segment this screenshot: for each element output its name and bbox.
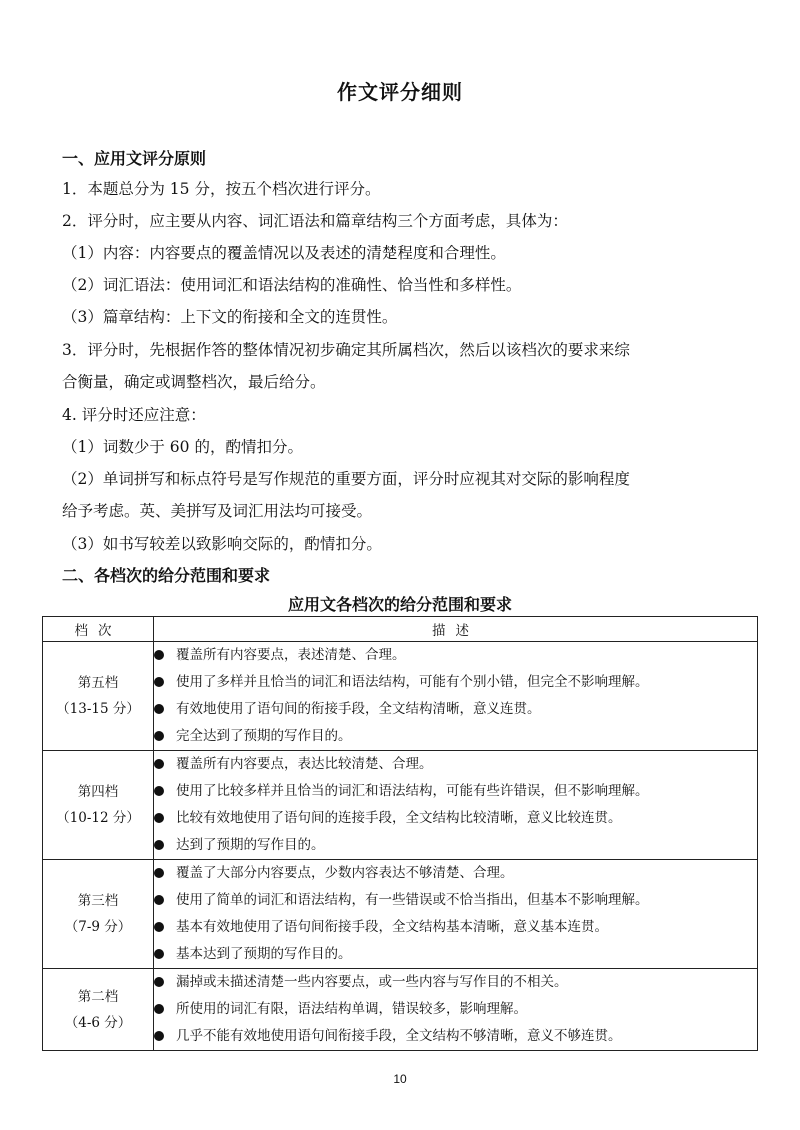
level-range: （7-9 分） — [64, 919, 132, 935]
document-title: 作文评分细则 — [337, 80, 463, 104]
bullet-dot-icon — [154, 895, 164, 905]
bullet-dot-icon — [154, 840, 164, 850]
level-range: （4-6 分） — [64, 1014, 132, 1031]
level-name: 第二档 — [77, 988, 119, 1005]
header-level: 档次 — [43, 617, 154, 642]
principle-line: （3）如书写较差以致影响交际的，酌情扣分。 — [62, 535, 382, 553]
level-cell — [43, 642, 154, 751]
principle-line: （2）单词拼写和标点符号是写作规范的重要方面，评分时应视其对交际的影响程度 — [62, 470, 630, 488]
bullet-dot-icon — [154, 813, 164, 823]
bullet-dot-icon — [154, 704, 164, 714]
description-cell — [154, 860, 758, 969]
criterion-item: 覆盖所有内容要点，表达比较清楚、合理。 — [154, 751, 757, 778]
criterion-item: 使用了多样并且恰当的词汇和语法结构，可能有个别小错，但完全不影响理解。 — [154, 669, 757, 696]
principle-line: 4. 评分时还应注意： — [62, 406, 206, 424]
level-name: 第四档 — [77, 784, 119, 800]
principle-line: 1．本题总分为 15 分，按五个档次进行评分。 — [62, 180, 381, 198]
criterion-item: 基本有效地使用了语句间衔接手段，全文结构基本清晰，意义基本连贯。 — [154, 914, 757, 941]
criterion-item: 有效地使用了语句间的衔接手段，全文结构清晰，意义连贯。 — [154, 696, 757, 723]
table-row — [43, 751, 758, 860]
criterion-item: 完全达到了预期的写作目的。 — [154, 723, 757, 750]
bullet-dot-icon — [154, 677, 164, 687]
table-caption: 应用文各档次的给分范围和要求 — [287, 595, 512, 614]
criterion-item: 覆盖了大部分内容要点，少数内容表达不够清楚、合理。 — [154, 860, 757, 887]
table-header-row — [43, 617, 758, 642]
principle-line: 合衡量，确定或调整档次，最后给分。 — [62, 373, 326, 391]
section-heading-principles: 一、应用文评分原则 — [62, 149, 207, 168]
bullet-dot-icon — [154, 977, 164, 987]
description-cell — [154, 969, 758, 1051]
level-range: （10-12 分） — [56, 810, 140, 826]
level-range: （13-15 分） — [56, 701, 140, 717]
bullet-dot-icon — [154, 868, 164, 878]
criterion-item: 所使用的词汇有限，语法结构单调，错误较多，影响理解。 — [154, 996, 757, 1023]
table-row — [43, 860, 758, 969]
description-cell — [154, 751, 758, 860]
bullet-dot-icon — [154, 759, 164, 769]
bullet-dot-icon — [154, 1004, 164, 1014]
bullet-dot-icon — [154, 786, 164, 796]
principle-line: （1）内容：内容要点的覆盖情况以及表述的清楚程度和合理性。 — [62, 244, 506, 262]
criterion-item: 覆盖所有内容要点，表述清楚、合理。 — [154, 642, 757, 669]
page-number: 10 — [393, 1072, 407, 1086]
principle-line: （2）词汇语法：使用词汇和语法结构的准确性、恰当性和多样性。 — [62, 276, 522, 294]
section-heading-grade-ranges: 二、各档次的给分范围和要求 — [62, 566, 271, 585]
principle-line: 给予考虑。英、美拼写及词汇用法均可接受。 — [62, 502, 373, 520]
criterion-item: 基本达到了预期的写作目的。 — [154, 941, 757, 968]
criterion-item: 漏掉或未描述清楚一些内容要点，或一些内容与写作目的不相关。 — [154, 969, 757, 996]
criterion-item: 比较有效地使用了语句间的连接手段，全文结构比较清晰，意义比较连贯。 — [154, 805, 757, 832]
description-cell — [154, 642, 758, 751]
level-name: 第五档 — [77, 675, 119, 691]
bullet-dot-icon — [154, 1031, 164, 1041]
level-cell — [43, 969, 154, 1051]
principle-line: （3）篇章结构：上下文的衔接和全文的连贯性。 — [62, 308, 398, 326]
principle-line: （1）词数少于 60 的，酌情扣分。 — [62, 438, 303, 456]
bullet-dot-icon — [154, 650, 164, 660]
table-row — [43, 642, 758, 751]
bullet-dot-icon — [154, 731, 164, 741]
level-cell — [43, 860, 154, 969]
grading-table — [42, 616, 758, 1051]
criterion-item: 几乎不能有效地使用语句间衔接手段，全文结构不够清晰，意义不够连贯。 — [154, 1023, 757, 1050]
principle-line: 3．评分时，先根据作答的整体情况初步确定其所属档次，然后以该档次的要求来综 — [62, 341, 630, 359]
table-row — [43, 969, 758, 1051]
bullet-dot-icon — [154, 922, 164, 932]
criterion-item: 使用了比较多样并且恰当的词汇和语法结构，可能有些许错误，但不影响理解。 — [154, 778, 757, 805]
level-cell — [43, 751, 154, 860]
criterion-item: 使用了简单的词汇和语法结构，有一些错误或不恰当指出，但基本不影响理解。 — [154, 887, 757, 914]
criterion-item: 达到了预期的写作目的。 — [154, 832, 757, 859]
principle-line: 2．评分时，应主要从内容、词汇语法和篇章结构三个方面考虑，具体为： — [62, 212, 568, 230]
bullet-dot-icon — [154, 949, 164, 959]
header-description: 描述 — [154, 617, 758, 642]
level-name: 第三档 — [77, 893, 119, 909]
